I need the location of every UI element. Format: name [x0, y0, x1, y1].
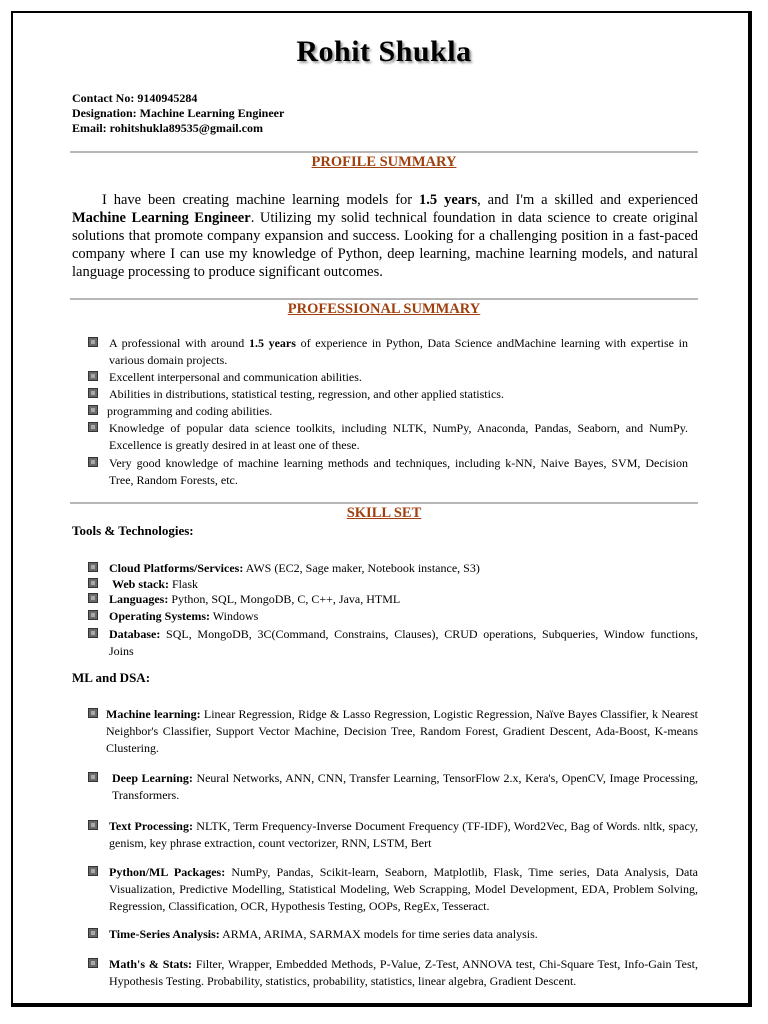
list-item: Math's & Stats: Filter, Wrapper, Embedded Methods, P-Value, Z-Test, ANNOVA test, Chi-Square Test, Info-Gain Test, Hypothesis Testing. Probability, statistics, probability, statistics, linear algebra, Gradient Descent.: [88, 956, 698, 990]
profile-summary-text: I have been creating machine learning models for 1.5 years, and I'm a skilled and experienced Machine Learning Engineer. Utilizing my solid technical foundation in data science to create original solutions that promote company expansion and success. Looking for a challenging position in a fast-paced company where I can use my knowledge of Python, deep learning, machine learning models, and natural language processing to produce significant outcomes.: [72, 192, 698, 280]
bullet-icon: [88, 820, 98, 830]
list-item: Database: SQL, MongoDB, 3C(Command, Constrains, Clauses), CRUD operations, Subqueries, Window functions, Joins: [88, 626, 698, 660]
bullet-icon: [88, 628, 98, 638]
bullet-icon: [88, 405, 98, 415]
skill-set-heading: SKILL SET: [346, 505, 422, 521]
list-item: Time-Series Analysis: ARMA, ARIMA, SARMAX models for time series data analysis.: [88, 926, 698, 943]
contact-email: Email: rohitshukla89535@gmail.com: [72, 121, 263, 135]
bullet-icon: [88, 337, 98, 347]
bullet-icon: [88, 772, 98, 782]
bullet-icon: [88, 708, 98, 718]
divider: [70, 298, 698, 300]
list-item: Abilities in distributions, statistical testing, regression, and other applied statistics.: [88, 386, 688, 403]
list-item: Excellent interpersonal and communication abilities.: [88, 369, 688, 386]
contact-designation: Designation: Machine Learning Engineer: [72, 106, 285, 120]
list-item: Machine learning: Linear Regression, Ridge & Lasso Regression, Logistic Regression, Naïve Bayes Classifier, k Nearest Neighbor's Classifier, Support Vector Machine, Decision Tree, Random Forest, Gradient Descent, Ada-Boost, K-means Clustering.: [88, 706, 698, 757]
list-item: Deep Learning: Neural Networks, ANN, CNN, Transfer Learning, TensorFlow 2.x, Kera's, OpenCV, Image Processing, Transformers.: [88, 770, 698, 804]
bullet-icon: [88, 866, 98, 876]
bullet-icon: [88, 388, 98, 398]
bullet-icon: [88, 562, 98, 572]
list-item: Knowledge of popular data science toolkits, including NLTK, NumPy, Anaconda, Pandas, Seaborn, and NumPy. Excellence is greatly desired in at least one of these.: [88, 420, 688, 454]
candidate-name: Rohit Shukla: [296, 35, 472, 68]
profile-summary-heading: PROFILE SUMMARY: [311, 154, 457, 170]
bullet-icon: [88, 457, 98, 467]
bullet-icon: [88, 578, 98, 588]
list-item: Languages: Python, SQL, MongoDB, C, C++, Java, HTML: [88, 591, 698, 608]
list-item: Python/ML Packages: NumPy, Pandas, Scikit-learn, Seaborn, Matplotlib, Flask, Time series, Data Analysis, Data Visualization, Predictive Modelling, Statistical Modeling, Web Scrapping, Model Development, EDA, Problem Solving, Regression, Classification, OCR, Hypothesis Testing, OOPs, RegEx, Tesseract.: [88, 864, 698, 915]
contact-block: [72, 91, 284, 136]
bullet-icon: [88, 928, 98, 938]
professional-summary-heading: PROFESSIONAL SUMMARY: [287, 301, 481, 317]
tools-heading: Tools & Technologies:: [72, 523, 194, 538]
list-item: Text Processing: NLTK, Term Frequency-Inverse Document Frequency (TF-IDF), Word2Vec, Bag of Words. nltk, spacy, genism, key phrase extraction, count vectorizer, RNN, LSTM, Bert: [88, 818, 698, 852]
list-item: Operating Systems: Windows: [88, 608, 698, 625]
list-item: Cloud Platforms/Services: AWS (EC2, Sage maker, Notebook instance, S3): [88, 560, 698, 577]
ml-dsa-heading: ML and DSA:: [72, 670, 151, 685]
list-item: Web stack: Flask: [88, 576, 698, 593]
bullet-icon: [88, 422, 98, 432]
contact-phone: Contact No: 9140945284: [72, 91, 198, 105]
bullet-icon: [88, 958, 98, 968]
list-item: A professional with around 1.5 years of experience in Python, Data Science andMachine learning with expertise in various domain projects.: [88, 335, 688, 369]
divider: [70, 502, 698, 504]
list-item: programming and coding abilities.: [88, 403, 688, 420]
list-item: Very good knowledge of machine learning methods and techniques, including k-NN, Naive Bayes, SVM, Decision Tree, Random Forests, etc.: [88, 455, 688, 489]
divider: [70, 151, 698, 153]
bullet-icon: [88, 371, 98, 381]
bullet-icon: [88, 593, 98, 603]
bullet-icon: [88, 610, 98, 620]
